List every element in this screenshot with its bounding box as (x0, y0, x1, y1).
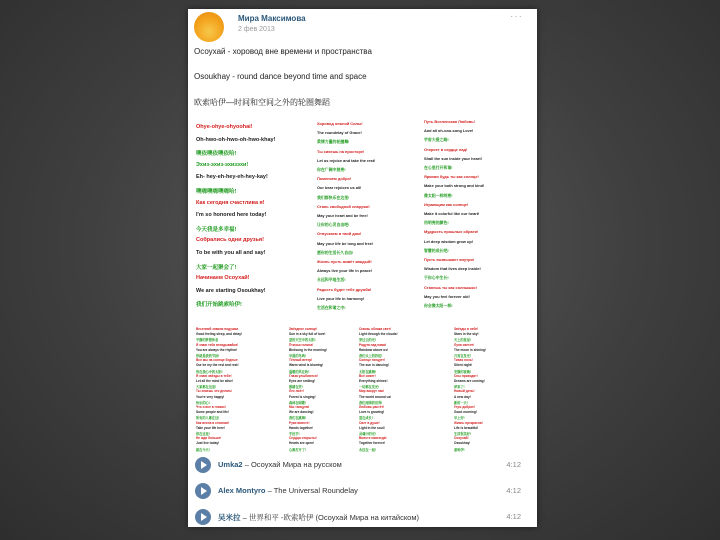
lyrics-line: Ты сияешь на просторе! (317, 148, 365, 154)
lyrics-line: Осоухай! (454, 436, 469, 441)
post-title-cn: 欧索哈伊—时间和空间之外的轮圈舞蹈 (194, 98, 330, 107)
lyrics-line: Лес поёт! (289, 389, 304, 394)
lyrics-line: 智慧的成长吧! (424, 247, 449, 253)
lyrics-line: Весенний знаком подушки (196, 327, 239, 331)
lyrics-line: Не жди больше! (196, 436, 222, 441)
lyrics-line: 你在我心中的太阳! (196, 369, 223, 374)
lyrics-line: May your life be long and free! (317, 240, 374, 246)
lyrics-line: Сердца открыты! (289, 436, 317, 441)
play-icon[interactable] (195, 457, 211, 473)
track-artist[interactable]: Umka2 (218, 460, 243, 469)
lyrics-line: Пусть возвышает внутри! (424, 257, 475, 262)
lyrics-line: 你就是我的节拍! (196, 354, 220, 358)
lyrics-line: Вместе навсегда! (359, 436, 387, 441)
track-title[interactable]: Осоухай Мира на русском (250, 460, 342, 469)
track-artist[interactable]: 吴米拉 (218, 513, 241, 522)
lyrics-line: Поменяем добро! (317, 176, 352, 182)
lyrics-line: Good feeling sleep, and delay! (196, 332, 243, 337)
lyrics-line: Утро доброе! (454, 405, 475, 409)
lyrics-line: Some people and life! (196, 410, 229, 415)
lyrics-line: Эхиз-эхиз-эхизэхи! (196, 161, 249, 168)
lyrics-line: Хоровод нежной Силы! (317, 121, 363, 126)
lyrics-line: 今天我是多幸福! (196, 226, 237, 233)
lyrics-line: Звёзды в небе! (454, 327, 479, 331)
lyrics-line: 快乐的心! (196, 400, 210, 405)
lyrics-line: Жизнь пусть живёт каждый! (317, 259, 372, 264)
lyrics-line: Our bear rejoices us all! (317, 185, 362, 191)
lyrics-line: Как весна в стоянии! (196, 420, 230, 425)
lyrics-line: Начинаем Осоухай! (196, 275, 250, 282)
lyrics-line: 太阳在跳舞! (359, 369, 376, 374)
lyrics-line: Тёплый ветер! (289, 358, 313, 363)
lyrics-line: Ты знаешь что делать! (196, 389, 233, 394)
lyrics-line: Новый день! (454, 389, 475, 394)
lyrics-line: The roundelay of Grace! (317, 130, 362, 136)
lyrics-line: Сквозь облака свет! (359, 327, 392, 331)
track-separator: – (265, 486, 274, 495)
lyrics-line: Silent night! (454, 363, 473, 368)
lyrics-line: 一切都在发光! (359, 385, 380, 390)
lyrics-line: 我们开始跳索哈伊! (196, 302, 242, 309)
lyrics-line: Играющим как солнце! (424, 201, 469, 207)
lyrics-line: I'm so honored here today! (196, 212, 267, 219)
lyrics-line: 让你的心灵自由吧! (317, 222, 350, 228)
lyrics-line: Радуга над нами! (359, 342, 387, 347)
lyrics-line: 我们在跳舞! (289, 416, 306, 421)
track-duration: 4:12 (506, 460, 521, 469)
lyrics-line: Warm wind is blowing! (289, 363, 324, 368)
lyrics-line: 你在这里! (196, 432, 210, 436)
lyrics-line: Всё сияет! (359, 373, 376, 378)
lyrics-line: The sun is dancing! (359, 363, 389, 368)
lyrics-line: 宇宙大爱之路! (424, 137, 449, 143)
track-duration: 4:12 (506, 512, 521, 521)
lyrics-line: Свет в душе! (359, 420, 380, 425)
lyrics-line: Я знаю звёзды в тебе! (196, 373, 232, 378)
lyrics-line: Отпускаем в твой дом! (317, 231, 362, 237)
lyrics-line: 噢嗨噢嗨噢嗨哈! (196, 189, 237, 195)
lyrics-line: Я знаю тебя вглядывайся! (196, 342, 239, 347)
lyrics-line: Take your life here! (196, 425, 225, 430)
lyrics-line: May you feel forever old! (424, 293, 470, 299)
lyrics-line: 眼睛在笑! (289, 385, 303, 390)
play-icon[interactable] (195, 483, 211, 499)
lyrics-line: 早上好! (454, 416, 465, 421)
lyrics-line: May your heart and be free! (317, 213, 368, 218)
lyrics-line: Птичьи голоса! (289, 342, 314, 347)
play-icon[interactable] (195, 509, 211, 525)
lyrics-line: Станешь ты как солнышко! (424, 284, 477, 290)
lyrics-line: Hearts are open! (289, 441, 315, 446)
track-separator: – (242, 460, 251, 469)
lyrics-line: Love is growing! (359, 410, 385, 415)
lyrics-line: Любовь растёт! (359, 405, 385, 409)
lyrics-line: Глаза улыбаются! (289, 373, 318, 378)
lyrics-line: 大家都在这里! (196, 385, 217, 390)
lyrics-line: The moon is shining! (454, 347, 487, 352)
lyrics-line: Яркими будь ты как солнце! (424, 174, 479, 180)
lyrics-line: You're very happy! (196, 394, 225, 399)
lyrics-line: 温暖的风在吹! (289, 369, 310, 374)
lyrics-line: Forest is singing! (289, 394, 316, 399)
lyrics-line: Радость будет тебе дружба! (317, 286, 372, 292)
lyrics-line: Live your life in harmony! (317, 295, 365, 301)
lyrics-line: Что и все в глазах! (196, 405, 226, 409)
lyrics-line: Wisdom that lives deep inside! (424, 266, 481, 272)
lyrics-line: 天上的星星! (454, 338, 471, 343)
lyrics-line: Shall the sun inside your heart! (424, 155, 482, 161)
lyrics-line: 大家一起聚会了! (196, 264, 237, 271)
post-card (188, 9, 537, 527)
lyrics-line: Путь Вселенская Любовь! (424, 119, 475, 124)
lyrics-line: 月亮在发光! (454, 354, 471, 358)
lyrics-line: Ohye-ohye-ohyoohai! (196, 124, 253, 130)
lyrics-line: 永远和平地生活! (317, 277, 346, 283)
post-title-ru: Осоухай - хоровод вне времени и пространства (194, 47, 372, 56)
lyrics-line: 噢依噢依噢依哈! (196, 151, 237, 158)
lyrics-line: Oh-hwo-oh-hwo-oh-hwo-khay! (196, 136, 276, 143)
lyrics-line: We are dancing! (289, 410, 314, 415)
lyrics-line: 于你心中生长! (424, 275, 449, 281)
avatar[interactable] (194, 12, 224, 42)
audio-track[interactable] (188, 479, 537, 505)
lyrics-line: 你在广阔中照亮! (317, 167, 346, 172)
lyrics-line: Стань свободной снаружи! (317, 203, 370, 209)
lyrics-image[interactable] (194, 115, 530, 452)
lyrics-line: Как сегодня счастлива я! (196, 199, 265, 206)
post-author[interactable]: Мира Максимова (238, 14, 306, 23)
lyrics-line: 像太阳一样明亮! (424, 192, 453, 198)
audio-track[interactable] (188, 505, 537, 527)
lyrics-line: 我们头上的彩虹! (359, 354, 383, 358)
lyrics-line: 爱在成长! (359, 416, 373, 421)
post-date[interactable]: 2 фев 2013 (238, 26, 275, 33)
lyrics-line: Together forever! (359, 441, 386, 446)
lyrics-line: 在心里打开和谐! (424, 165, 453, 170)
lyrics-line: And all oh-ooo-song Love! (424, 128, 474, 134)
lyrics-line: Сны приходят! (454, 373, 478, 378)
lyrics-line: 新的一天! (454, 400, 468, 405)
lyrics-line: To be with you all and say! (196, 250, 266, 256)
lyrics-line: Eyes are smiling! (289, 379, 316, 383)
lyrics-line: Let deep wisdom grow up! (424, 238, 474, 244)
lyrics-line: 愿你的生活长久自由! (317, 249, 354, 255)
lyrics-line: 生活很美好! (454, 432, 471, 436)
lyrics-line: Light in the soul! (359, 425, 385, 430)
lyrics-line: Sun in a sky full of love! (289, 332, 326, 337)
lyrics-line: Make your both strong and kind! (424, 183, 485, 189)
lyrics-line: Откроет в сердце лад! (424, 146, 468, 152)
lyrics-line: Луна светит! (454, 342, 475, 347)
lyrics-line: 所有的人都在这! (196, 416, 220, 421)
lyrics-line: 你会像太阳一样! (424, 303, 453, 308)
lyrics-line: Солнце танцует! (359, 358, 386, 363)
lyrics-line: Dreams are coming! (454, 379, 485, 383)
lyrics-line: The world around us! (359, 394, 392, 399)
lyrics-line: Let all the mind be alive! (196, 379, 234, 383)
lyrics-line: Life is beautiful! (454, 425, 479, 430)
lyrics-line: 梦来了! (454, 385, 465, 390)
lyrics-line: Stars in the sky! (454, 332, 479, 337)
audio-track[interactable] (188, 453, 537, 479)
lyrics-line: 穿过云的光! (359, 338, 376, 343)
track-artist[interactable]: Alex Montyro (218, 486, 266, 495)
lyrics-line: Мудрость прошлых обрати! (424, 229, 479, 235)
lyrics-line: 心都打开了! (289, 447, 306, 452)
lyrics-line: Everything shines! (359, 379, 388, 383)
lyrics-line: 永远在一起! (359, 447, 376, 452)
lyrics-line: You are always the rhythm! (196, 347, 238, 352)
lyrics-line: Hands together! (289, 425, 314, 430)
more-options-icon[interactable]: ··· (510, 11, 523, 22)
lyrics-line: 我们周围的世界! (359, 400, 383, 405)
lyrics-line: Just live today! (196, 441, 220, 446)
lyrics-line: Birdsong in the morning! (289, 347, 328, 352)
lyrics-line: Руки вместе! (289, 420, 310, 425)
lyrics-line: Собрались одни друзья! (196, 237, 264, 244)
lyrics-line: Good morning! (454, 410, 478, 415)
track-line[interactable] (218, 486, 358, 495)
lyrics-line: 生活在和谐之中! (317, 305, 346, 310)
lyrics-line: 灵魂中的光! (359, 432, 376, 436)
lyrics-line: Eh- hey-eh-hey-eh-hey-kay! (196, 174, 268, 181)
track-title[interactable]: 世界和平 -欧索哈伊 (Осоухай Мира на китайском) (248, 513, 420, 522)
lyrics-line: Always live your life in peace! (317, 268, 373, 274)
lyrics-line: 索哈伊! (454, 447, 465, 452)
lyrics-line: 我们都快乐在这里! (317, 194, 350, 200)
lyrics-line: 平静的梦想休息 (196, 338, 219, 343)
track-line[interactable] (218, 512, 419, 523)
track-duration: 4:12 (506, 486, 521, 495)
lyrics-line: Make it colorful like our heart! (424, 211, 480, 216)
lyrics-line: Мы танцуем! (289, 405, 310, 409)
lyrics-line: 爱的天空中的太阳! (289, 338, 316, 343)
lyrics-line: 用明亮的颜色! (424, 220, 449, 226)
lyrics-line: Все мы на солнце бедные (196, 358, 238, 363)
lyrics-line: Жизнь прекрасна! (454, 420, 483, 425)
track-title[interactable]: The Universal Roundelay (273, 486, 358, 495)
lyrics-line: 手拉手! (289, 432, 300, 436)
lyrics-line: Звёздное солнце! (289, 327, 318, 331)
track-line[interactable] (218, 460, 342, 469)
lyrics-line: 安静的夜晚! (454, 369, 471, 374)
lyrics-line: 就在今天! (196, 447, 210, 452)
lyrics-line: Тихая ночь! (454, 358, 473, 363)
lyrics-line: 森林在唱歌! (289, 400, 306, 405)
lyrics-line: Мир вокруг нас! (359, 389, 385, 394)
lyrics-line: Our be my the rest and rest! (196, 363, 239, 368)
lyrics-line: Osoukhay! (454, 441, 471, 446)
lyrics-line: We are starting Osoukhay! (196, 287, 266, 294)
lyrics-line: Rainbow above us! (359, 347, 389, 352)
lyrics-line: 早晨的鸟鸣! (289, 354, 306, 358)
lyrics-line: 柔情力量的轮圈舞! (317, 139, 350, 145)
lyrics-line: A new day! (454, 394, 471, 399)
track-separator: – (240, 513, 249, 522)
lyrics-line: Light through the clouds! (359, 332, 398, 337)
post-title-en: Osoukhay - round dance beyond time and space (194, 72, 367, 81)
lyrics-line: Let us rejoice and take the rest! (317, 157, 376, 163)
